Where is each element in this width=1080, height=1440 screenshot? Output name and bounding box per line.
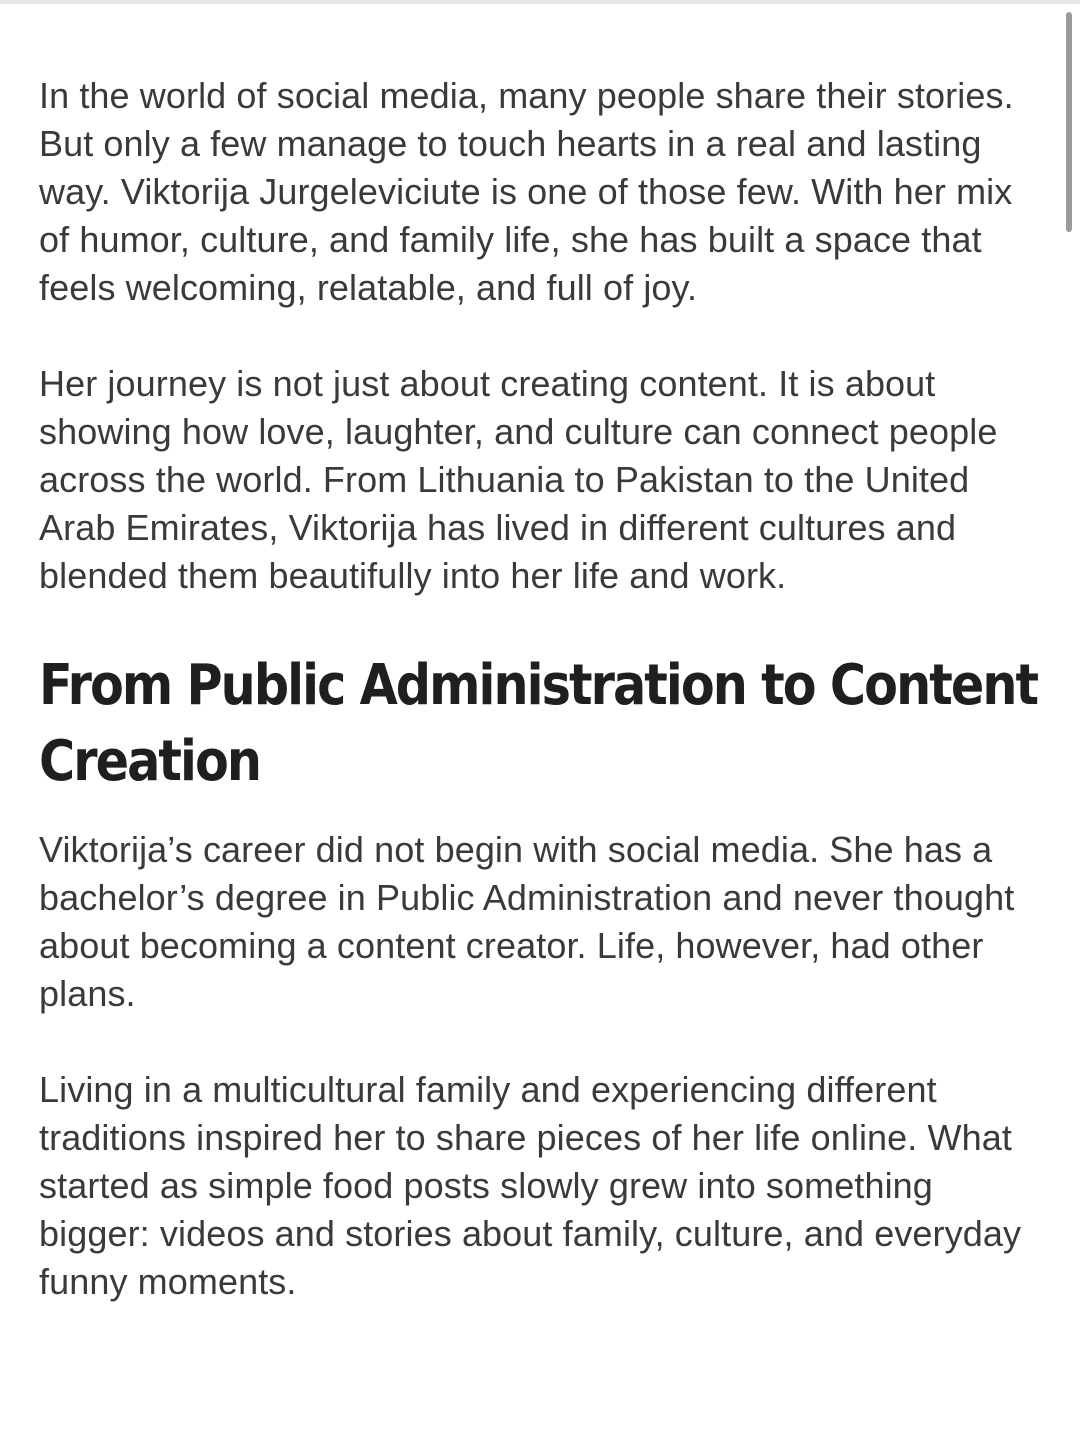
paragraph: Living in a multicultural family and experiencing different traditions inspired her to share pieces of her life online. What started as simple food posts slowly grew into something bigger: videos and stories about family, culture, and everyday funny moments. [39,1069,1022,1302]
scrollbar[interactable] [1066,12,1072,232]
section-heading: From Public Administration to Content Creation [39,653,1038,794]
top-divider [0,0,1080,4]
paragraph: Viktorija’s career did not begin with social media. She has a bachelor’s degree in Public Administration and never thought about becoming a content creator. Life, however, had other plans. [39,829,1015,1014]
paragraph: Her journey is not just about creating content. It is about showing how love, laughter, and culture can connect people across the world. From Lithuania to Pakistan to the United Arab Emirates, Viktorija has lived in different cultures and blended them beautifully into her life and work. [39,363,998,596]
paragraph: In the world of social media, many people share their stories. But only a few manage to touch hearts in a real and lasting way. Viktorija Jurgeleviciute is one of those few. With her mix of humor, culture, and family life, she has built a space that feels welcoming, relatable, and full of joy. [39,75,1014,308]
article-body [39,72,1049,1354]
